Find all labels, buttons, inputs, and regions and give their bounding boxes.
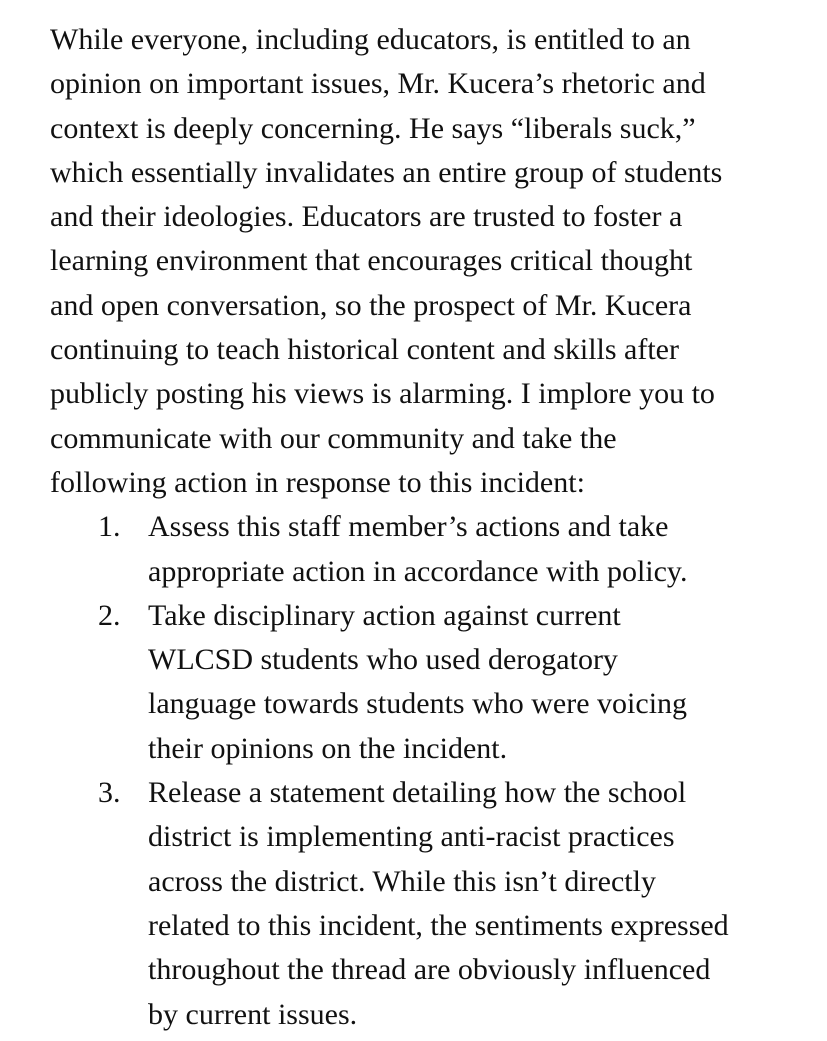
paragraph-line: following action in response to this incident: <box>50 465 585 499</box>
paragraph-line: context is deeply concerning. He says “liberals suck,” <box>50 111 696 145</box>
intro-paragraph <box>50 18 790 505</box>
paragraph-line: communicate with our community and take the <box>50 421 617 455</box>
paragraph-line: continuing to teach historical content and skills after <box>50 333 679 367</box>
action-list <box>50 505 790 1037</box>
paragraph-line: publicly posting his views is alarming. I implore you to <box>50 377 715 411</box>
paragraph-line: and open conversation, so the prospect of Mr. Kucera <box>50 288 692 322</box>
list-item-line: Take disciplinary action against current <box>148 598 621 632</box>
list-item-line: their opinions on the incident. <box>148 731 508 765</box>
list-number: 3. <box>98 776 121 810</box>
action-item-3 <box>50 771 790 1037</box>
action-item-2 <box>50 594 790 771</box>
list-item-line: WLCSD students who used derogatory <box>148 643 618 677</box>
list-number: 1. <box>98 510 121 544</box>
list-item-line: district is implementing anti-racist practices <box>148 820 675 854</box>
list-number: 2. <box>98 598 121 632</box>
list-item-line: throughout the thread are obviously influenced <box>148 953 711 987</box>
letter-body <box>50 18 790 1037</box>
list-item-line: language towards students who were voicing <box>148 687 688 721</box>
action-item-1 <box>50 505 790 594</box>
paragraph-line: opinion on important issues, Mr. Kucera’s rhetoric and <box>50 67 706 101</box>
paragraph-line: learning environment that encourages critical thought <box>50 244 693 278</box>
list-item-line: related to this incident, the sentiments expressed <box>148 908 729 942</box>
paragraph-line: While everyone, including educators, is entitled to an <box>50 23 691 56</box>
list-item-line: appropriate action in accordance with policy. <box>148 554 688 588</box>
list-item-line: across the district. While this isn’t directly <box>148 864 656 898</box>
paragraph-line: which essentially invalidates an entire group of students <box>50 155 723 189</box>
list-item-line: Release a statement detailing how the school <box>148 776 687 810</box>
list-item-line: by current issues. <box>148 997 358 1031</box>
paragraph-line: and their ideologies. Educators are trusted to foster a <box>50 200 683 234</box>
list-item-line: Assess this staff member’s actions and take <box>148 510 669 544</box>
